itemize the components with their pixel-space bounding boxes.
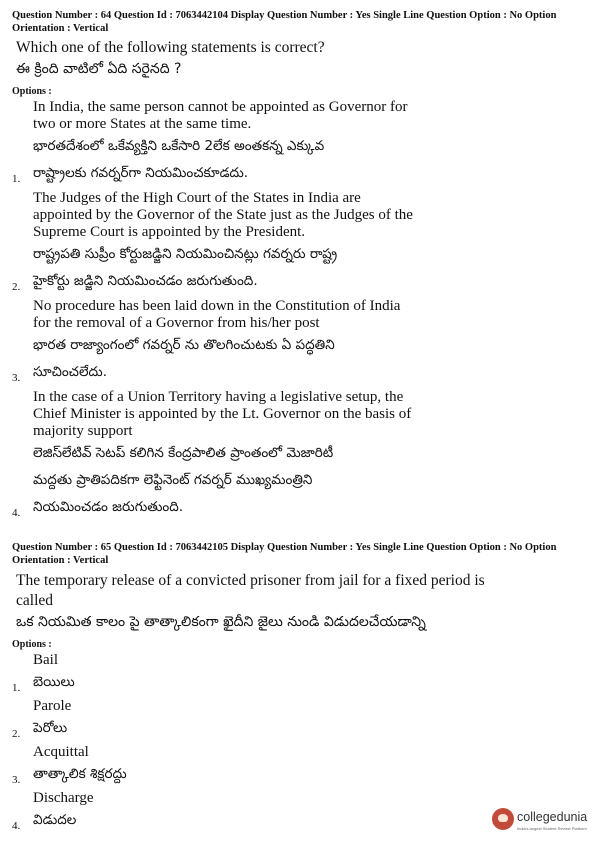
collegedunia-logo <box>492 806 592 836</box>
option-number: 1. <box>12 173 21 185</box>
option-4[interactable] <box>12 389 585 521</box>
option-text-te: భారతదేశంలో ఒకేవ్యక్తిని ఒకేసారి 2లేక అంతకన్న ఎక్కువ <box>33 138 325 154</box>
option-1[interactable] <box>12 99 585 187</box>
option-text-te: మద్దతు ప్రాతిపదికగా లెఫ్టినెంట్ గవర్నర్ ముఖ్యమంత్రిని <box>33 472 313 488</box>
option-number: 3. <box>12 372 21 384</box>
option-text-en: two or more States at the same time. <box>33 116 252 132</box>
option-2[interactable] <box>12 698 585 742</box>
option-text-en: majority support <box>33 423 133 439</box>
question-text-en: The temporary release of a convicted prisoner from jail for a fixed period is <box>16 572 485 589</box>
option-text-te: బెయిలు <box>33 674 75 690</box>
option-number: 4. <box>12 820 21 832</box>
option-text-en: Chief Minister is appointed by the Lt. Governor on the basis of <box>33 406 412 422</box>
question-text-en: Which one of the following statements is correct? <box>16 39 325 56</box>
question-meta-line1: Question Number : 64 Question Id : 7063442104 Display Question Number : Yes Single Line Question Option : No Option <box>12 10 557 21</box>
option-text-en: Discharge <box>33 790 94 806</box>
option-text-en: Bail <box>33 652 58 668</box>
mascot-icon <box>492 808 514 830</box>
option-text-te: విడుదల <box>33 812 77 828</box>
options-label: Options : <box>12 86 52 97</box>
option-text-te: రాష్ట్రాలకు గవర్నర్‌గా నియమించకూడదు. <box>33 165 249 181</box>
option-text-te: భారత రాజ్యాంగంలో గవర్నర్ ను తొలగించుటకు ఏ పద్ధతిని <box>33 337 335 353</box>
option-2[interactable] <box>12 190 585 295</box>
option-text-te: నియమించడం జరుగుతుంది. <box>33 499 184 515</box>
question-64 <box>12 10 585 521</box>
question-text-en: called <box>16 592 54 609</box>
option-number: 1. <box>12 682 21 694</box>
option-text-te: తాత్కాలిక శిక్షరద్దు <box>33 766 127 782</box>
option-3[interactable] <box>12 744 585 788</box>
question-text-te: ఈ క్రింది వాటిలో ఏది సరైనది ? <box>16 61 182 77</box>
question-meta-line2: Orientation : Vertical <box>12 554 109 566</box>
option-text-te: పెరోలు <box>33 720 68 736</box>
option-1[interactable] <box>12 652 585 696</box>
logo-tagline: India's largest Student Review Platform <box>517 826 587 831</box>
option-number: 3. <box>12 774 21 786</box>
question-text-te: ఒక నియమిత కాలం పై తాత్కాలికంగా ఖైదీని జైలు నుండి విడుదలచేయడాన్ని <box>16 614 426 630</box>
option-number: 4. <box>12 507 21 519</box>
option-text-te: హైకోర్టు జడ్జిని నియమించడం జరుగుతుంది. <box>33 273 258 289</box>
question-meta <box>12 542 585 567</box>
option-text-en: The Judges of the High Court of the States in India are <box>33 190 361 206</box>
option-3[interactable] <box>12 298 585 386</box>
option-text-en: No procedure has been laid down in the Constitution of India <box>33 298 401 314</box>
options-label: Options : <box>12 639 52 650</box>
option-text-te: సూచించలేదు. <box>33 364 108 380</box>
question-meta-line2: Orientation : Vertical <box>12 22 109 34</box>
option-text-te: లెజిస్‌లేటివ్ సెటప్ కలిగిన కేంద్రపాలిత ప్రాంతంలో మెజారిటీ <box>33 445 334 461</box>
option-number: 2. <box>12 728 21 740</box>
option-text-en: In India, the same person cannot be appointed as Governor for <box>33 99 408 115</box>
logo-name: collegedunia <box>517 810 588 824</box>
question-meta <box>12 10 585 35</box>
option-text-en: In the case of a Union Territory having a legislative setup, the <box>33 389 404 405</box>
question-65 <box>12 542 588 836</box>
option-text-en: Supreme Court is appointed by the President. <box>33 224 306 240</box>
option-text-en: appointed by the Governor of the State just as the Judges of the <box>33 207 413 223</box>
question-meta-line1: Question Number : 65 Question Id : 7063442105 Display Question Number : Yes Single Line Question Option : No Option <box>12 542 557 553</box>
option-text-te: రాష్ట్రపతి సుప్రీం కోర్టుజడ్జిని నియమించినట్లు గవర్నరు రాష్ట్ర <box>33 246 338 262</box>
option-text-en: Parole <box>33 698 72 714</box>
option-number: 2. <box>12 281 21 293</box>
option-text-en: Acquittal <box>33 744 89 760</box>
option-text-en: for the removal of a Governor from his/her post <box>33 315 320 331</box>
